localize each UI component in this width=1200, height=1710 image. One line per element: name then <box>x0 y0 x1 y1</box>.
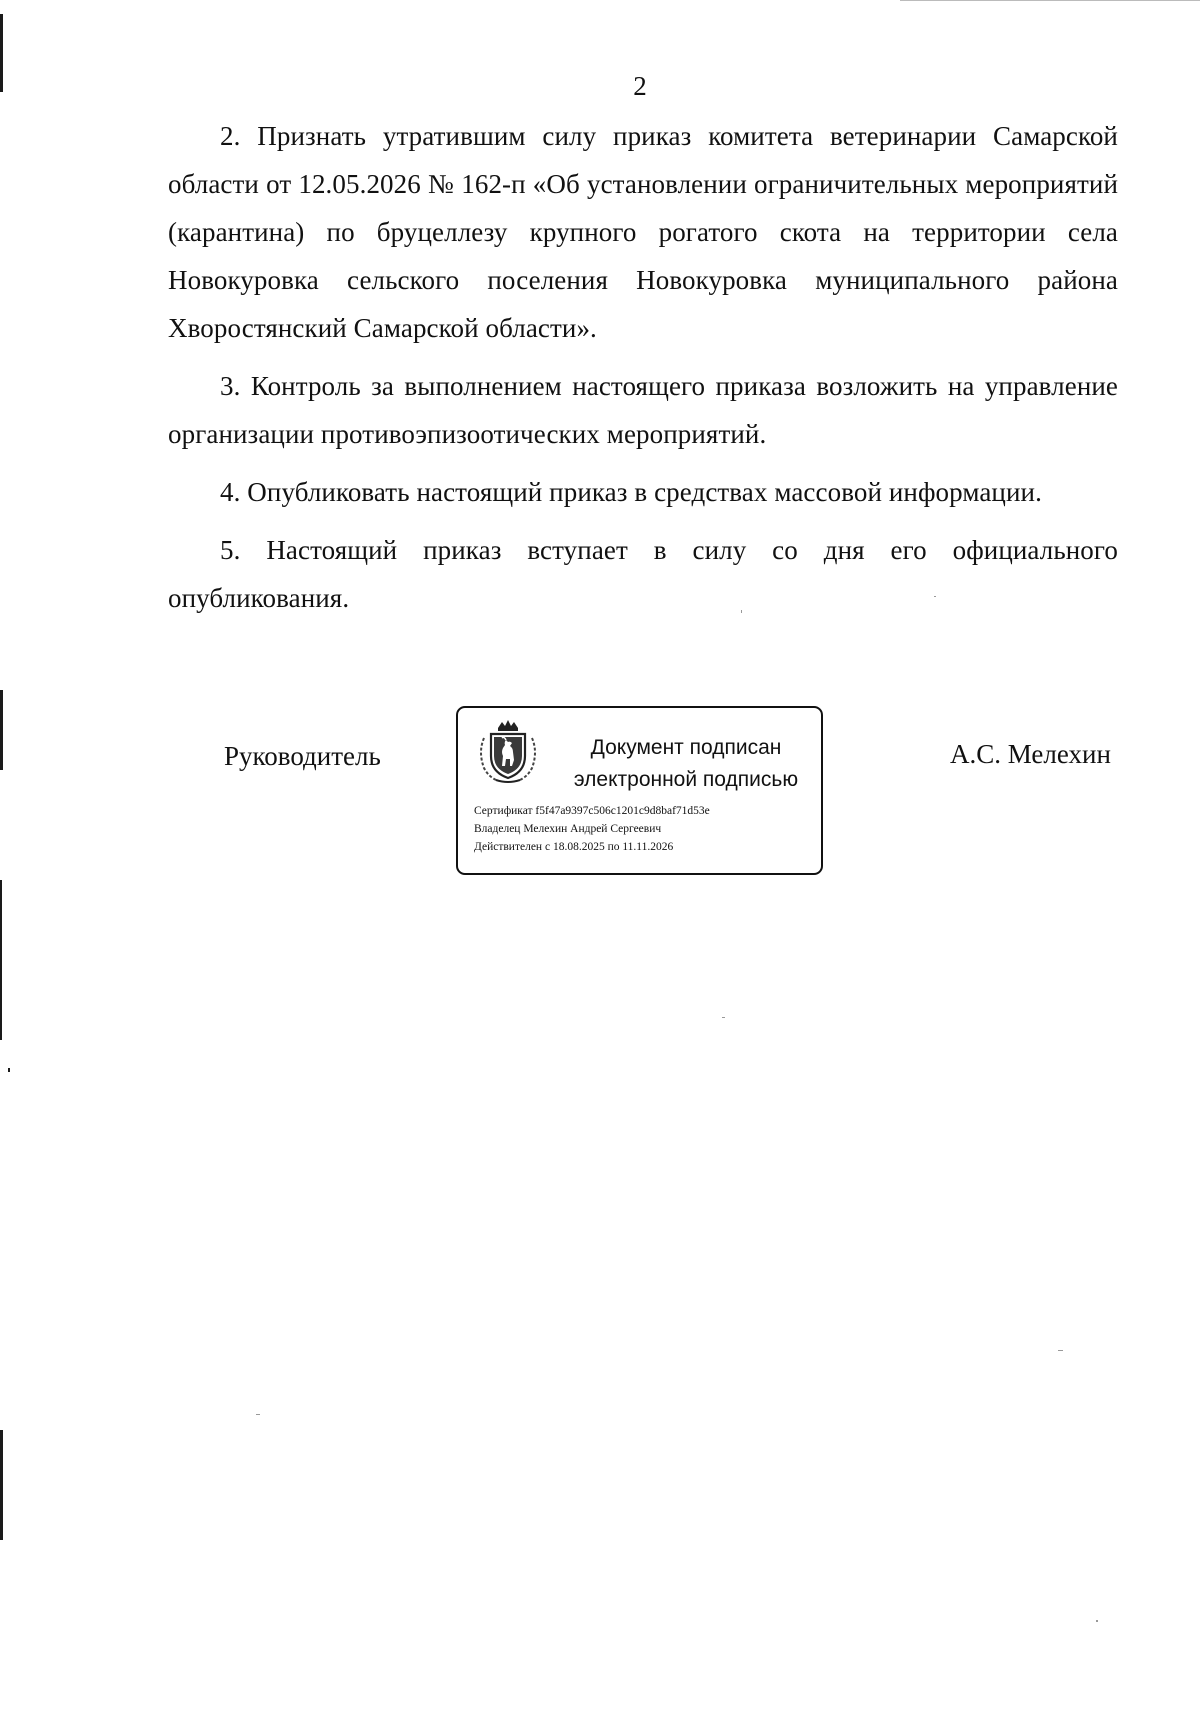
scan-speck-5 <box>1058 1350 1063 1351</box>
stamp-title-line-1: Документ подписан <box>590 736 782 759</box>
scan-mark-left-2 <box>0 690 3 770</box>
stamp-title <box>558 732 814 796</box>
signer-name: А.С. Мелехин <box>950 739 1111 769</box>
electronic-signature-stamp <box>456 706 823 875</box>
stamp-owner: Владелец Мелехин Андрей Сергеевич <box>474 823 662 835</box>
scan-mark-left-4 <box>8 1068 10 1072</box>
scan-speck-6 <box>1096 1620 1098 1622</box>
stamp-details <box>474 802 814 856</box>
paragraph-2: 2. Признать утратившим силу приказ комитета ветеринарии Самарской области от 12.05.2026 № 162-п «Об установлении ограничительных мероприятий (карантина) по бруцеллезу крупного рогатого скота на территории села Новокуровка сельского поселения Новокуровка муниципального района Хворостянский Самарской области». <box>168 121 1118 343</box>
paragraph-3: 3. Контроль за выполнением настоящего приказа возложить на управление организации противоэпизоотических мероприятий. <box>168 371 1118 449</box>
paragraph-5: 5. Настоящий приказ вступает в силу со дня его официального опубликования. <box>168 535 1118 613</box>
stamp-title-line-2: электронной подписью <box>573 768 799 791</box>
scan-mark-left-5 <box>0 1430 3 1540</box>
scan-mark-top-1 <box>900 0 1200 1</box>
scan-mark-left-3 <box>0 880 2 1040</box>
stamp-certificate: Сертификат f5f47a9397c506c1201c9d8baf71d53e <box>474 805 710 817</box>
scan-speck-3 <box>722 1017 725 1018</box>
scan-speck-4 <box>256 1414 260 1415</box>
coat-of-arms-icon <box>474 718 542 786</box>
document-body <box>168 112 1118 622</box>
page-number: 2 <box>633 71 647 101</box>
stamp-validity: Действителен с 18.08.2025 по 11.11.2026 <box>474 841 674 853</box>
signer-position: Руководитель <box>224 741 381 771</box>
paragraph-4: 4. Опубликовать настоящий приказ в средствах массовой информации. <box>220 477 1042 507</box>
